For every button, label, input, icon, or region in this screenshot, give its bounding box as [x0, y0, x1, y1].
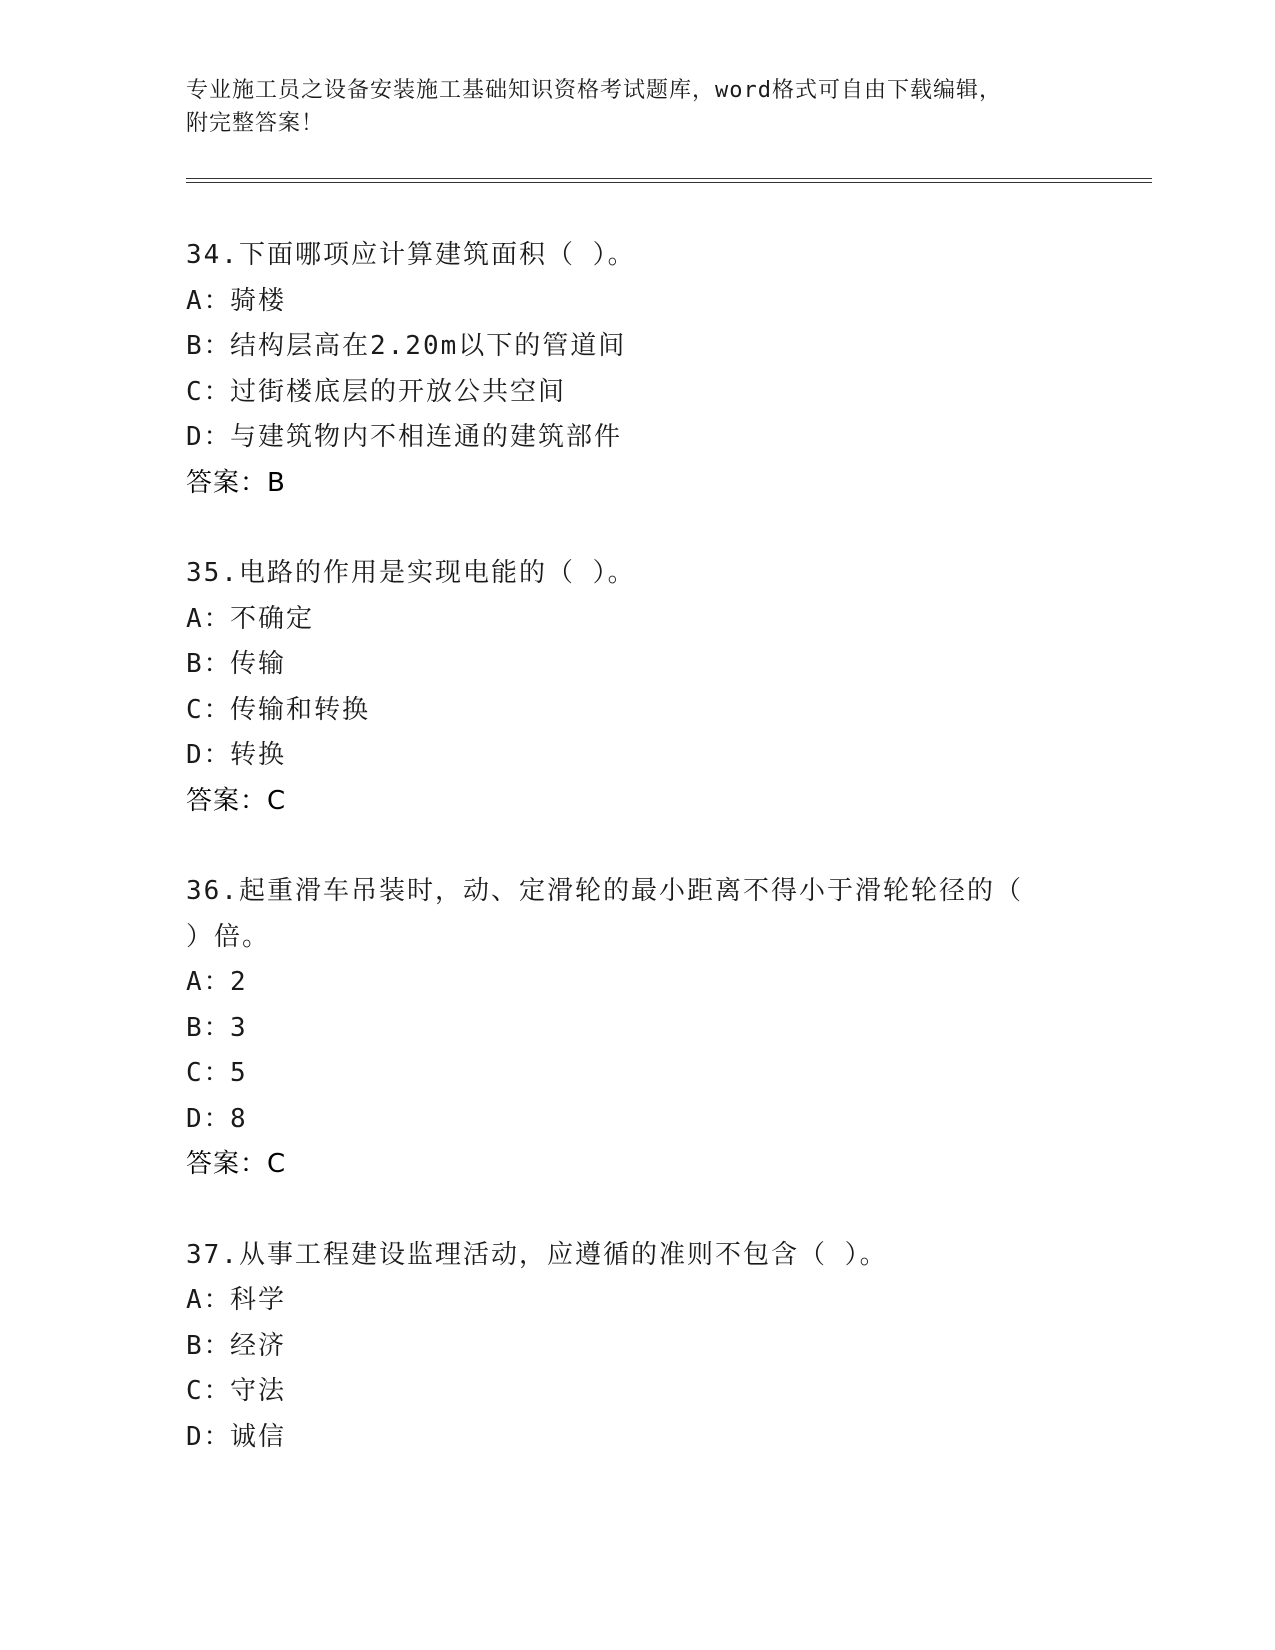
- option-label: B：: [186, 649, 232, 679]
- option-c: [186, 1051, 1086, 1097]
- answer-line: 答案：B: [186, 467, 286, 498]
- option-d: [186, 415, 1086, 461]
- question-34: [186, 233, 1086, 506]
- option-label: C：: [186, 694, 232, 725]
- option-text: 与建筑物内不相连通的建筑部件: [230, 422, 623, 452]
- option-c: [186, 1369, 1086, 1415]
- option-text: 不确定: [230, 603, 315, 634]
- option-text: 3: [230, 1012, 248, 1043]
- option-b: [186, 1324, 1086, 1370]
- option-c: [186, 688, 1086, 734]
- question-stem: 36.起重滑车吊装时，动、定滑轮的最小距离不得小于滑轮轮径的（ ）倍。: [186, 876, 1023, 952]
- option-text: 过街楼底层的开放公共空间: [230, 376, 567, 407]
- question-stem: 34.下面哪项应计算建筑面积（ ）。: [186, 240, 636, 270]
- option-label: A：: [186, 967, 232, 997]
- option-text: 传输: [230, 649, 287, 679]
- answer-line: 答案：C: [186, 785, 287, 816]
- option-label: A：: [186, 1285, 232, 1315]
- option-a: [186, 597, 1086, 643]
- option-a: [186, 279, 1086, 325]
- header-line-2: 附完整答案！: [186, 111, 325, 136]
- option-a: [186, 960, 1086, 1006]
- option-text: 转换: [230, 740, 287, 770]
- option-c: [186, 370, 1086, 416]
- option-label: D：: [186, 1103, 232, 1134]
- option-label: C：: [186, 1376, 232, 1406]
- option-b: [186, 324, 1086, 370]
- question-37: [186, 1233, 1086, 1461]
- header-line-1: 专业施工员之设备安装施工基础知识资格考试题库，word格式可自由下载编辑，: [186, 78, 1002, 103]
- option-label: B：: [186, 331, 232, 361]
- option-b: [186, 1006, 1086, 1052]
- option-text: 结构层高在2.20m以下的管道间: [230, 331, 627, 361]
- option-text: 传输和转换: [230, 694, 371, 725]
- question-list: [186, 233, 1086, 1505]
- header-double-rule: [186, 178, 1152, 183]
- option-text: 科学: [230, 1285, 287, 1315]
- option-text: 经济: [230, 1330, 287, 1361]
- option-text: 守法: [230, 1376, 287, 1406]
- option-b: [186, 642, 1086, 688]
- question-stem: 37.从事工程建设监理活动，应遵循的准则不包含（ ）。: [186, 1239, 888, 1270]
- option-label: A：: [186, 603, 232, 634]
- option-label: A：: [186, 285, 232, 316]
- option-text: 骑楼: [230, 285, 287, 316]
- option-label: D：: [186, 422, 232, 452]
- option-text: 诚信: [230, 1421, 287, 1452]
- option-label: D：: [186, 740, 232, 770]
- answer-line: 答案：C: [186, 1149, 287, 1179]
- option-text: 5: [230, 1058, 248, 1088]
- option-d: [186, 1415, 1086, 1461]
- question-35: [186, 551, 1086, 824]
- option-label: B：: [186, 1012, 232, 1043]
- option-d: [186, 1097, 1086, 1143]
- option-label: B：: [186, 1330, 232, 1361]
- option-text: 2: [230, 967, 248, 997]
- option-text: 8: [230, 1103, 248, 1134]
- question-stem: 35.电路的作用是实现电能的（ ）。: [186, 558, 636, 588]
- option-label: C：: [186, 376, 232, 407]
- option-label: C：: [186, 1058, 232, 1088]
- question-36: [186, 869, 1086, 1188]
- option-d: [186, 733, 1086, 779]
- document-header: [186, 74, 1066, 140]
- option-a: [186, 1278, 1086, 1324]
- option-label: D：: [186, 1421, 232, 1452]
